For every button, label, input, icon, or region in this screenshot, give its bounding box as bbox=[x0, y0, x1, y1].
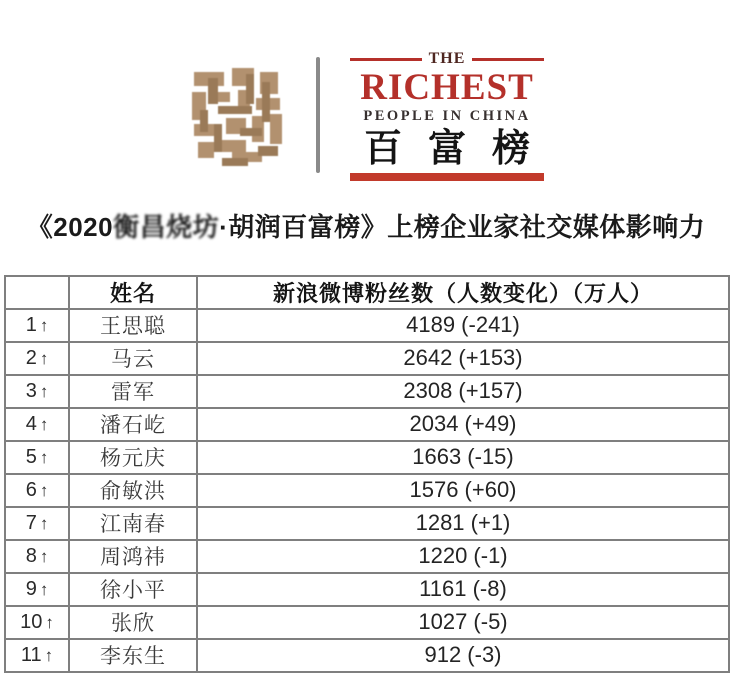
up-arrow-icon: ↑ bbox=[39, 579, 49, 599]
logo-people-label: PEOPLE IN CHINA bbox=[363, 107, 531, 124]
table-row bbox=[5, 441, 729, 474]
up-arrow-icon: ↑ bbox=[39, 546, 49, 566]
logo-richest-label: RICHEST bbox=[360, 67, 534, 108]
name-cell: 徐小平 bbox=[69, 573, 197, 606]
header-rank bbox=[5, 276, 69, 309]
seal-stamp-icon bbox=[188, 62, 286, 168]
name-cell: 周鸿祎 bbox=[69, 540, 197, 573]
rank-number: 3 bbox=[25, 379, 37, 402]
rank-cell bbox=[5, 408, 69, 441]
rank-number: 11 bbox=[20, 643, 42, 666]
table-header-row bbox=[5, 276, 729, 309]
rank-number: 2 bbox=[25, 346, 37, 369]
left-dash bbox=[350, 58, 422, 61]
table-row bbox=[5, 309, 729, 342]
table-row bbox=[5, 507, 729, 540]
table-row bbox=[5, 540, 729, 573]
rank-cell bbox=[5, 606, 69, 639]
followers-cell: 1576 (+60) bbox=[197, 474, 729, 507]
followers-cell: 1281 (+1) bbox=[197, 507, 729, 540]
up-arrow-icon: ↑ bbox=[39, 480, 49, 500]
rank-number: 5 bbox=[25, 445, 37, 468]
followers-cell: 4189 (-241) bbox=[197, 309, 729, 342]
name-cell: 李东生 bbox=[69, 639, 197, 672]
rank-cell bbox=[5, 573, 69, 606]
table-row bbox=[5, 375, 729, 408]
rank-cell bbox=[5, 540, 69, 573]
richest-logo bbox=[350, 50, 556, 181]
table-row bbox=[5, 606, 729, 639]
title-prefix: 《2020 bbox=[26, 211, 114, 242]
up-arrow-icon: ↑ bbox=[39, 513, 49, 533]
table-row bbox=[5, 639, 729, 672]
rank-cell bbox=[5, 375, 69, 408]
table-row bbox=[5, 573, 729, 606]
logo-red-bar bbox=[350, 173, 544, 181]
followers-cell: 1027 (-5) bbox=[197, 606, 729, 639]
up-arrow-icon: ↑ bbox=[39, 348, 49, 368]
rank-number: 8 bbox=[25, 544, 37, 567]
followers-cell: 2034 (+49) bbox=[197, 408, 729, 441]
logo-block bbox=[0, 0, 732, 181]
followers-cell: 1161 (-8) bbox=[197, 573, 729, 606]
followers-cell: 1663 (-15) bbox=[197, 441, 729, 474]
header-followers: 新浪微博粉丝数（人数变化）（万人） bbox=[197, 276, 729, 309]
rank-cell bbox=[5, 507, 69, 540]
rank-number: 4 bbox=[25, 412, 37, 435]
rank-cell bbox=[5, 441, 69, 474]
page-title bbox=[0, 207, 732, 244]
up-arrow-icon: ↑ bbox=[39, 381, 49, 401]
table-row bbox=[5, 408, 729, 441]
name-cell: 马云 bbox=[69, 342, 197, 375]
up-arrow-icon: ↑ bbox=[39, 414, 49, 434]
rank-cell bbox=[5, 639, 69, 672]
rank-cell bbox=[5, 342, 69, 375]
rank-cell bbox=[5, 474, 69, 507]
name-cell: 潘石屹 bbox=[69, 408, 197, 441]
rank-number: 7 bbox=[25, 511, 37, 534]
followers-cell: 912 (-3) bbox=[197, 639, 729, 672]
rank-number: 9 bbox=[25, 577, 37, 600]
rank-number: 6 bbox=[25, 478, 37, 501]
header-name: 姓名 bbox=[69, 276, 197, 309]
name-cell: 杨元庆 bbox=[69, 441, 197, 474]
rank-cell bbox=[5, 309, 69, 342]
logo-chinese-label: 百富榜 bbox=[363, 127, 556, 170]
name-cell: 王思聪 bbox=[69, 309, 197, 342]
name-cell: 江南春 bbox=[69, 507, 197, 540]
table-row bbox=[5, 342, 729, 375]
followers-cell: 1220 (-1) bbox=[197, 540, 729, 573]
rank-number: 10 bbox=[20, 610, 43, 633]
up-arrow-icon: ↑ bbox=[45, 612, 54, 632]
logo-the-label: THE bbox=[428, 50, 466, 67]
up-arrow-icon: ↑ bbox=[44, 645, 54, 665]
up-arrow-icon: ↑ bbox=[39, 315, 49, 335]
rank-number: 1 bbox=[25, 313, 37, 336]
rich-list-table bbox=[4, 275, 730, 673]
name-cell: 俞敏洪 bbox=[69, 474, 197, 507]
name-cell: 张欣 bbox=[69, 606, 197, 639]
title-sponsor-blurred: 衡昌烧坊 bbox=[113, 211, 220, 242]
table-row bbox=[5, 474, 729, 507]
name-cell: 雷军 bbox=[69, 375, 197, 408]
logo-the-row bbox=[350, 50, 544, 68]
title-suffix: ·胡润百富榜》上榜企业家社交媒体影响力 bbox=[219, 211, 706, 242]
right-dash bbox=[472, 58, 544, 61]
up-arrow-icon: ↑ bbox=[39, 447, 49, 467]
logo-divider bbox=[316, 57, 320, 173]
followers-cell: 2642 (+153) bbox=[197, 342, 729, 375]
followers-cell: 2308 (+157) bbox=[197, 375, 729, 408]
